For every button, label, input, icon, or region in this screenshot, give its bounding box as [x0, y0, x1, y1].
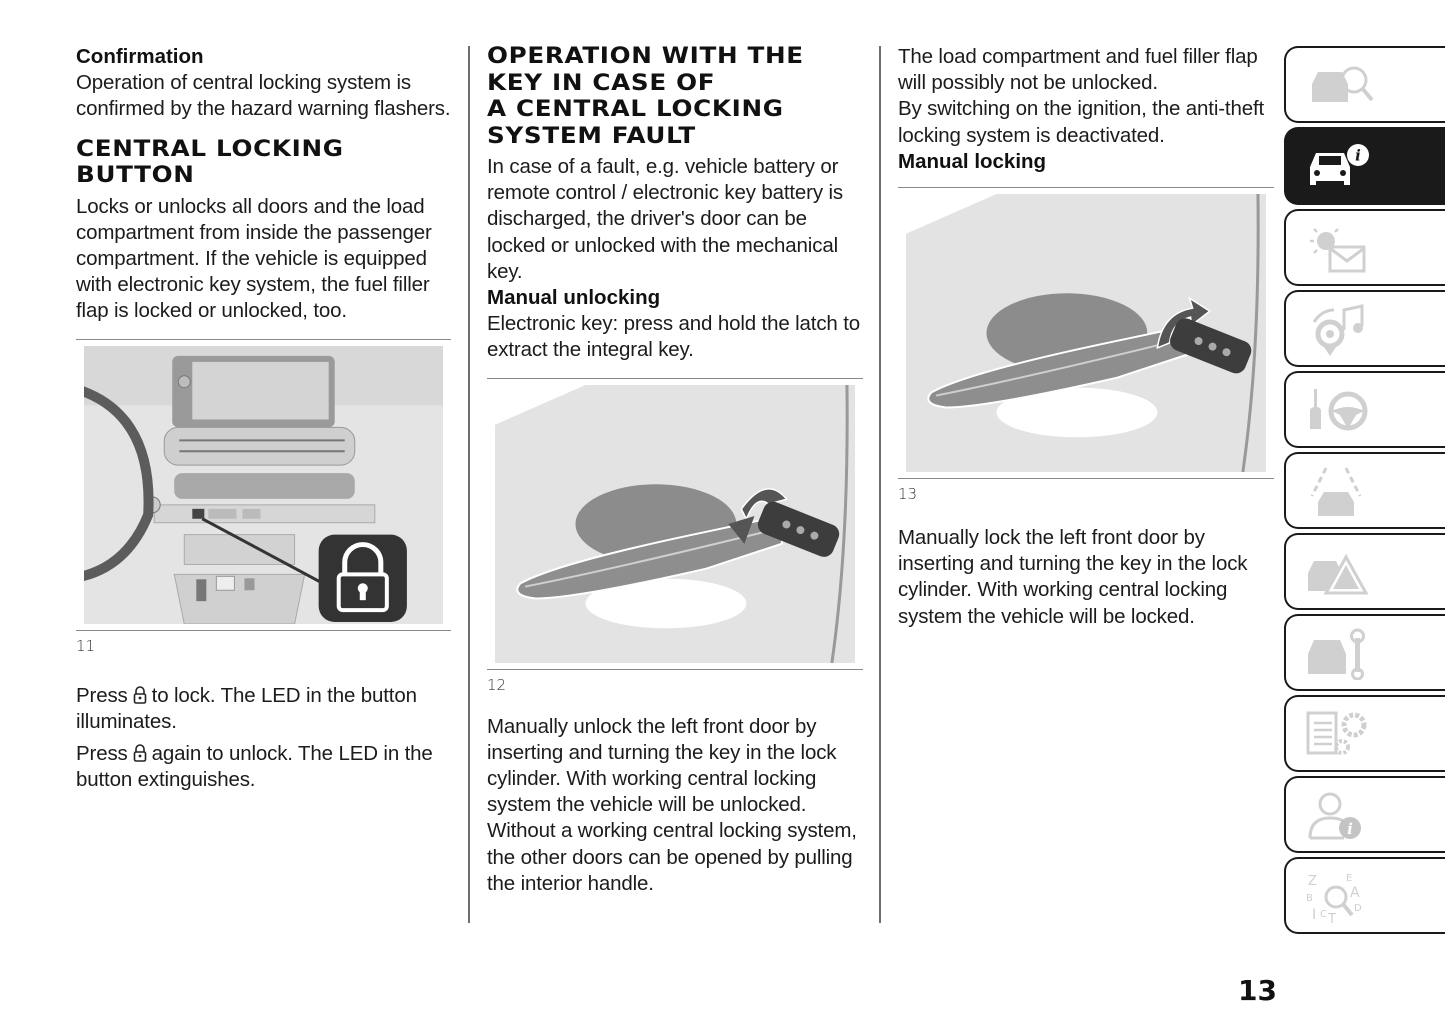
heading-line: OPERATION WITH THE — [487, 44, 804, 69]
warning-light-message-icon — [1304, 223, 1374, 275]
tab-index[interactable] — [1284, 857, 1445, 934]
car-emergency-triangle-icon — [1304, 547, 1374, 599]
alphabetical-index-icon — [1304, 871, 1374, 923]
svg-text:C: C — [1320, 909, 1327, 920]
manual-unlocking-heading: Manual unlocking — [487, 286, 661, 310]
figure-13 — [898, 187, 1274, 479]
padlock-icon — [132, 685, 148, 705]
figure-11 — [76, 339, 451, 631]
car-search-icon — [1304, 60, 1374, 112]
page-number: 13 — [1238, 974, 1277, 1007]
section-heading — [76, 137, 496, 190]
press-unlock-text — [76, 741, 451, 793]
manual-locking-heading: Manual locking — [898, 149, 1047, 173]
tab-vehicle-info[interactable] — [1284, 127, 1445, 205]
figure-number: 12 — [487, 675, 507, 694]
svg-text:T: T — [1328, 912, 1336, 923]
tab-maintenance[interactable] — [1284, 614, 1445, 691]
key-steering-wheel-icon — [1304, 385, 1374, 437]
tab-safety[interactable] — [1284, 452, 1445, 529]
door-handle-unlock-illustration — [495, 385, 855, 663]
figure-12 — [487, 378, 863, 670]
figure-number: 11 — [76, 636, 96, 655]
tab-user-info[interactable] — [1284, 776, 1445, 853]
tab-warning-lights[interactable] — [1284, 209, 1445, 286]
tab-starting-driving[interactable] — [1284, 371, 1445, 448]
figure-number: 13 — [898, 485, 918, 504]
dashboard-illustration — [84, 346, 443, 624]
car-info-icon — [1304, 141, 1374, 193]
door-handle-key-lock-image — [906, 194, 1266, 472]
chapter-tabs — [1284, 46, 1445, 938]
tab-emergency[interactable] — [1284, 533, 1445, 610]
body-text: Manually lock the left front door by inserting and turning the key in the lock cylinder. With working central locking system the vehicle will be locked. — [898, 526, 1248, 628]
padlock-icon — [132, 743, 148, 763]
svg-text:i: i — [1355, 146, 1361, 165]
text-fragment: again to unlock. The LED in the button extinguishes. — [76, 742, 433, 792]
media-navigation-icon — [1304, 304, 1374, 356]
text-fragment: Press — [76, 683, 128, 707]
svg-text:A: A — [1350, 885, 1360, 901]
dashboard-central-lock-image — [84, 346, 443, 624]
svg-text:I: I — [1312, 907, 1317, 923]
heading-line: A CENTRAL LOCKING — [487, 97, 784, 122]
text-fragment: to lock. The LED in the button illuminates. — [76, 683, 417, 733]
manual-unlocking-text: Electronic key: press and hold the latch to extract the integral key. — [487, 312, 861, 362]
section-text: Locks or unlocks all doors and the load compartment from inside the passenger compartment. If the vehicle is equipped with electronic key system, the fuel filler flap is locked or unlocked, too. — [76, 194, 432, 323]
confirmation-heading: Confirmation — [76, 45, 204, 68]
body-text: Manually unlock the left front door by inserting and turning the key in the lock cylinder. With working central locking system the vehicle will be unlocked. Without a working central locking system, the other doors can be opened by pulling the interior handle. — [487, 714, 857, 895]
column-3 — [898, 44, 1274, 630]
intro-text-2: By switching on the ignition, the anti-theft locking system is deactivated. — [898, 97, 1265, 147]
heading-line: KEY IN CASE OF — [487, 70, 716, 96]
svg-text:B: B — [1306, 893, 1313, 904]
heading-line: CENTRAL LOCKING — [76, 136, 344, 162]
heading-line: BUTTON — [76, 163, 195, 189]
heading-line: SYSTEM FAULT — [487, 123, 696, 149]
tab-technical-data[interactable] — [1284, 695, 1445, 772]
door-handle-key-unlock-image — [495, 385, 855, 663]
car-wrench-icon — [1304, 628, 1374, 680]
intro-text: In case of a fault, e.g. vehicle battery or remote control / electronic key battery is discharged, the driver's door can be locked or unlocked with the mechanical key. — [487, 155, 844, 283]
svg-text:E: E — [1346, 873, 1353, 884]
column-2 — [487, 44, 863, 897]
intro-text-1: The load compartment and fuel filler flap will possibly not be unlocked. — [898, 45, 1258, 95]
confirmation-text: Operation of central locking system is confirmed by the hazard warning flashers. — [76, 71, 451, 121]
lane-assist-car-icon — [1304, 466, 1374, 518]
user-info-icon — [1304, 790, 1374, 842]
specs-gears-icon — [1304, 709, 1374, 761]
column-1 — [76, 44, 451, 793]
door-handle-lock-illustration — [906, 194, 1266, 472]
column-divider — [879, 46, 881, 923]
section-heading — [487, 44, 908, 150]
text-fragment: Press — [76, 742, 128, 766]
svg-text:D: D — [1354, 903, 1362, 914]
tab-multimedia[interactable] — [1284, 290, 1445, 367]
press-lock-text — [76, 683, 451, 735]
tab-getting-to-know[interactable] — [1284, 46, 1445, 123]
svg-text:i: i — [1347, 820, 1353, 838]
svg-text:Z: Z — [1308, 874, 1317, 889]
